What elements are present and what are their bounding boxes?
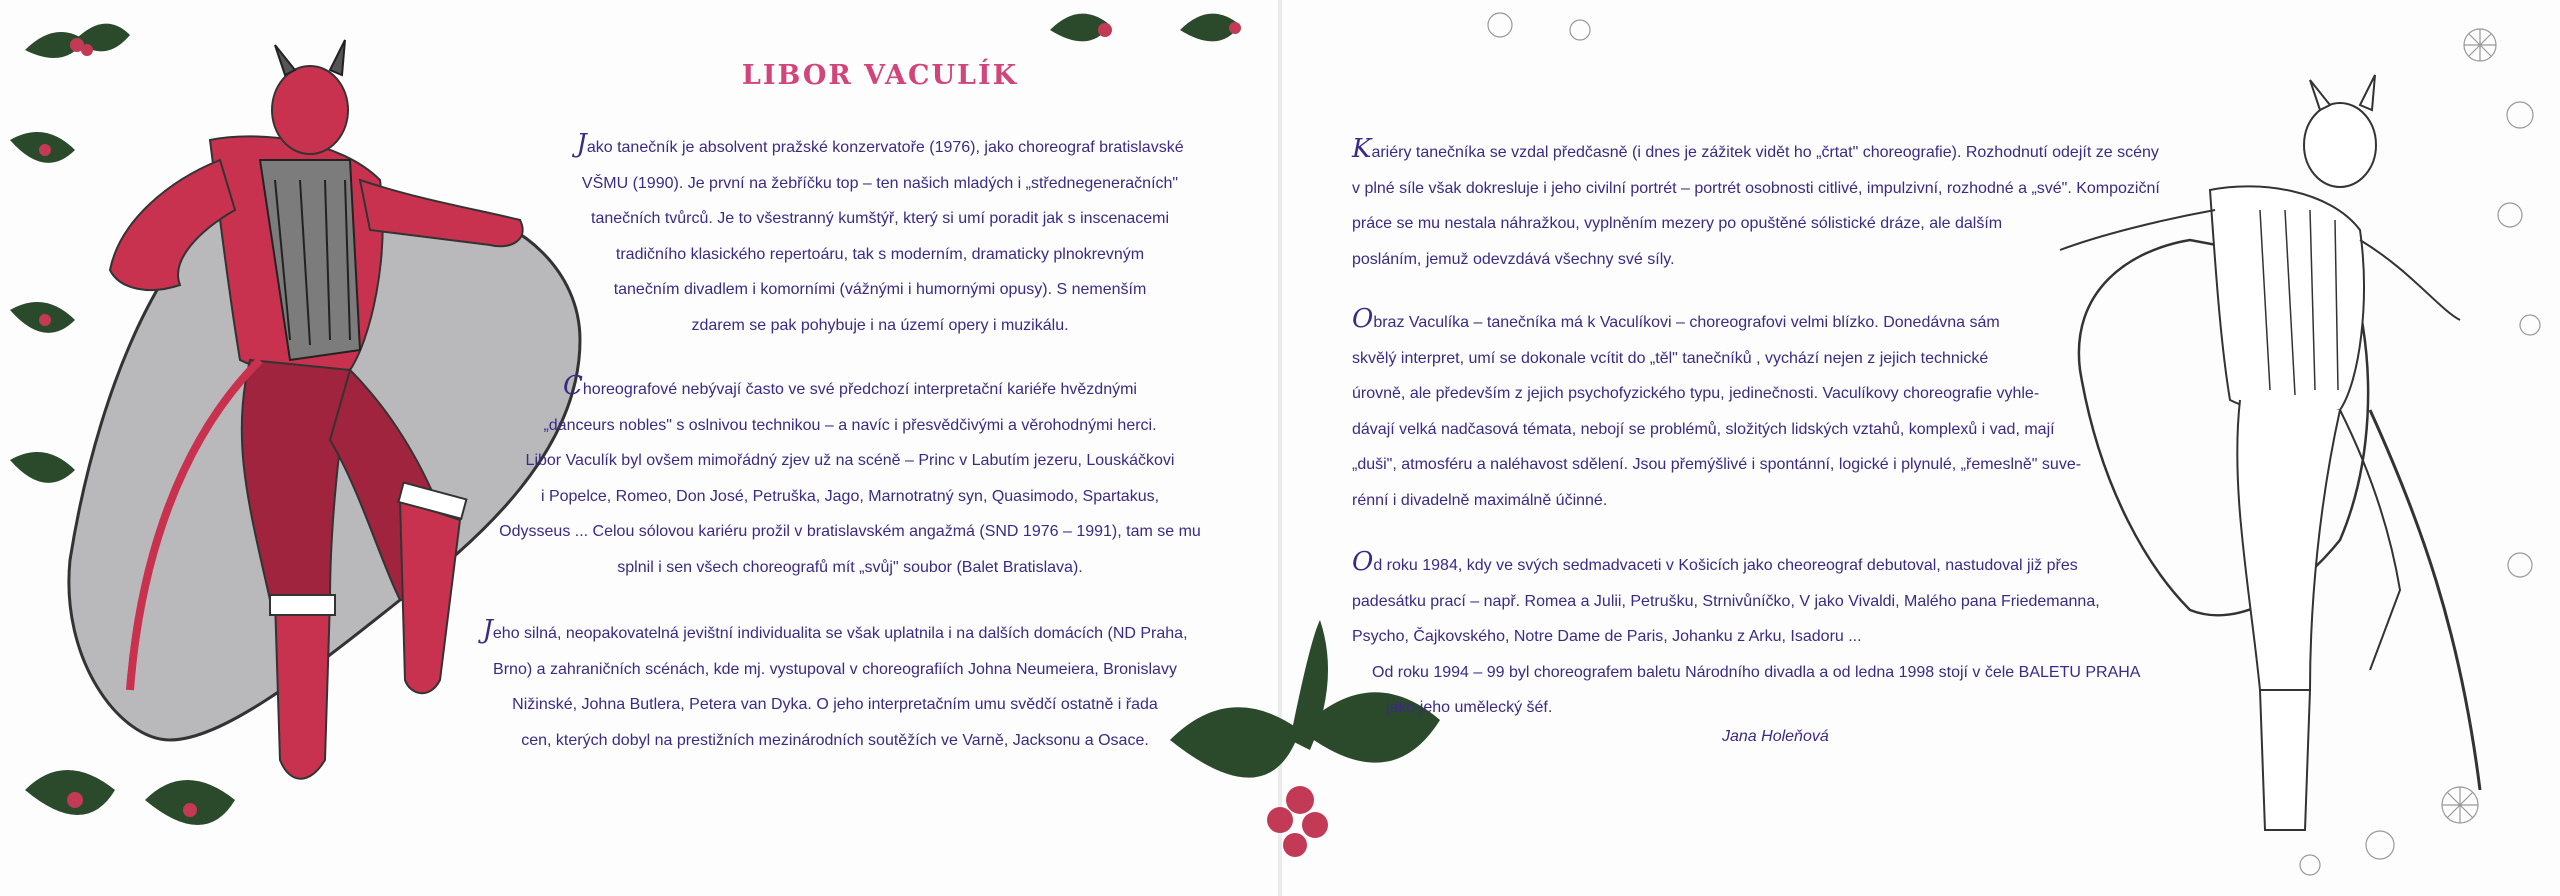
text-line: cen, kterých dobyl na prestižních mezinárodních soutěžích ve Varně, Jacksonu a Osace. (521, 731, 1149, 749)
text-line: „duši", atmosféru a naléhavost sdělení. Jsou přemýšlivé i spontánní, logické i plynulé, „řemeslně" suve- (1352, 456, 2082, 473)
text-line: v plné síle však dokresluje i jeho civilní portrét – portrét osobnosti citlivé, impulzivní, rozhodné a „své". Kompoziční (1352, 179, 2160, 197)
drop-cap: C (563, 371, 583, 401)
drop-cap: O (1352, 547, 1374, 577)
text-line: úrovně, ale především z jejich psychofyzického typu, jedinečnosti. Vaculíkovy choreografie vyhle- (1352, 385, 2040, 402)
holly-sprig-icon (5, 120, 85, 500)
text-line: Brno) a zahraničních scénách, kde mj. vystupoval v choreografiích Johna Neumeiera, Bronislavy (493, 660, 1177, 678)
drop-cap: J (482, 615, 493, 645)
text-line: padesátku prací – např. Romea a Julii, Petrušku, Strnivůníčko, V jako Vivaldi, Malého pana Friedemanna, (1352, 592, 2100, 610)
text-line: rénní i divadelně maximálně účinné. (1352, 491, 1608, 509)
drop-cap: K (1352, 134, 1372, 164)
text-line: eho silná, neopakovatelná jevištní individualita se však uplatnila i na dalších domácích (ND Praha, (492, 625, 1188, 642)
text-line: jako jeho umělecký šéf. (1386, 699, 1553, 716)
text-line: d roku 1984, kdy ve svých sedmadvaceti v Košicích jako cheoreograf debutoval, nastudoval již přes (1373, 557, 2078, 574)
text-line: i Popelce, Romeo, Don José, Petruška, Jago, Marnotratný syn, Quasimodo, Spartakus, (540, 487, 1160, 505)
text-line: VŠMU (1990). Je první na žebříčku top – ten našich mladých i „střednegeneračních" (581, 174, 1179, 192)
paragraph-right-2 (1352, 305, 2232, 518)
page-title: LIBOR VACULÍK (741, 60, 1019, 91)
holly-sprig-icon (15, 10, 135, 90)
text-line: dávají velká nadčasová témata, nebojí se problémů, složitých lidských vztahů, komplexů i vad, mají (1352, 420, 2055, 438)
text-line: Psycho, Čajkovského, Notre Dame de Paris, Johanku z Arku, Isadoru ... (1352, 628, 1862, 645)
text-line: zdarem se pak pohybuje i na území opery i muzikálu. (691, 316, 1069, 334)
text-line: práce se mu nestala náhražkou, vyplněním mezery po opuštěné sólistické dráze, ale dalším (1352, 215, 2003, 232)
text-line: horeografové nebývají často ve své předchozí interpretační kariéře hvězdnými (582, 381, 1137, 398)
text-line: „danceurs nobles" s oslnivou technikou – a navíc i přesvědčivými a věrohodnými herci. (543, 416, 1157, 434)
text-line: splnil i sen všech choreografů mít „svůj" soubor (Balet Bratislava). (617, 558, 1083, 576)
text-line: tanečních tvůrců. Je to všestranný kumštýř, který si umí poradit jak s inscenacemi (591, 210, 1169, 227)
text-line: tanečním divadlem i komorními (vážnými i humornými opusy). S nemenším (613, 281, 1147, 298)
paragraph-right-1 (1352, 135, 2252, 277)
text-line: Odysseus ... Celou sólovou kariéru prožil v bratislavském angažmá (SND 1976 – 1991), tam se mu (499, 523, 1201, 540)
drop-cap: J (576, 129, 587, 159)
text-line: Od roku 1994 – 99 byl choreografem baletu Národního divadla a od ledna 1998 stojí v čele BALETU PRAHA (1372, 663, 2141, 681)
text-line: Libor Vaculík byl ovšem mimořádný zjev už na scéně – Princ v Labutím jezeru, Louskáčkovi (525, 452, 1175, 469)
drop-cap: O (1352, 304, 1374, 334)
text-line: ako tanečník je absolvent pražské konzervatoře (1976), jako choreograf bratislavské (586, 139, 1184, 156)
text-line: tradičního klasického repertoáru, tak s moderním, dramaticky plnokrevným (615, 245, 1145, 263)
paragraph-right-3 (1352, 548, 2232, 726)
paragraph-left-1 (520, 130, 1240, 343)
text-line: skvělý interpret, umí se dokonale vcítit do „těl" tanečníků , vychází nejen z jejich technické (1352, 349, 1989, 367)
paragraph-left-3 (430, 616, 1240, 758)
text-line: braz Vaculíka – tanečníka má k Vaculíkovi – choreografovi velmi blízko. Donedávna sám (1373, 314, 2000, 331)
paragraph-left-2 (460, 372, 1240, 585)
text-line: Nižinské, Johna Butlera, Petera van Dyka. O jeho interpretačním umu svědčí ostatně i řada (512, 696, 1158, 713)
text-line: ariéry tanečníka se vzdal předčasně (i dnes je zážitek vidět ho „črtat" choreografie). Rozhodnutí odejít ze scény (1371, 144, 2159, 161)
text-line: posláním, jemuž odevzdává všechny své síly. (1352, 250, 1675, 268)
holly-sprig-icon (15, 730, 255, 880)
signature: Jana Holeňová (1722, 728, 1829, 745)
